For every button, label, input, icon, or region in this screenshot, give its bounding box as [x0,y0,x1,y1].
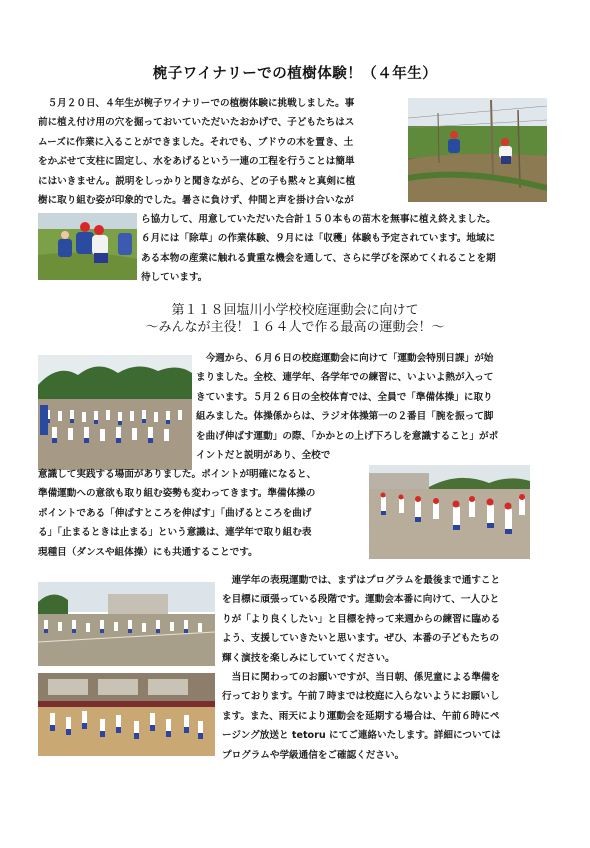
photo-vineyard-planting [408,98,547,202]
photo-stretching [38,582,215,666]
article-body-sports-c [222,571,501,765]
photo-schoolyard-exercise [38,355,192,470]
text-line: プログラムや学級通信をご確認ください。 [222,749,405,761]
photo-students-field [369,465,530,559]
photo-gym-performance [38,673,215,756]
text-line: を曲げ伸ばす運動」の際、「かかとの上げ下ろしを意識すること」がポ [196,430,499,442]
text-line: ら協力して、用意していただいた合計１５０本もの苗木を無事に植え終えました。 [141,214,496,225]
text-line: をかぶせて支柱に固定し、水をあげるという一連の工程を行うことは簡単 [38,156,355,168]
text-line: 当日に関わってのお願いですが、当日朝、係児童による準備を [222,672,501,684]
text-line: まりました。全校、連学年、各学年での練習に、いよいよ熱が入って [196,372,494,384]
text-line: きています。５月２６日の全校体育では、全員で「準備体操」に取り [196,391,493,403]
text-line: ある本物の産業に触れる貴重な機会を通して、さらに学びを深めてくれることを期 [141,252,496,264]
text-line: 現種目（ダンスや組体操）にも共通することです。 [38,546,258,558]
text-line: ムーズに作業に入ることができました。それでも、ブドウの木を置き、土 [38,136,354,148]
text-line: 樹に取り組む姿が印象的でした。暑さに負けず、仲間と声を掛け合いなが [38,195,354,207]
article-body-planting-a [38,94,355,210]
text-line: 待しています。 [141,272,208,284]
title-line-1: 第１１８回塩川小学校校庭運動会に向けて [171,303,419,318]
text-line: 輝く演技を楽しみにしていてください。 [222,652,395,664]
text-line: 意識して実践する場面がありました。ポイントが明確になると、 [38,469,317,480]
article-title-sports-day [0,302,590,336]
article-title-planting: 椀子ワイナリーでの植樹体験！（４年生） [152,66,438,82]
text-line: 準備運動への意欲も取り組む姿勢も変わってきます。準備体操の [38,488,316,500]
text-line: 組みました。体操係からは、ラジオ体操第一の２番目「腕を振って脚 [196,411,494,423]
article-body-planting-b [141,210,496,288]
photo-children-planting [38,213,137,280]
text-line: りが「より良くしたい」と目標を持って来週からの練習に臨める [222,613,501,625]
text-line: イントだと説明があり、全校で [196,450,331,462]
text-line: 前に植え付け用の穴を掘っておいていただいたおかげで、子どもたちはス [38,117,355,129]
title-line-2: ～みんなが主役！１６４人で作る最高の運動会！～ [145,320,445,335]
article-body-sports-b [38,465,316,562]
text-line: 連学年の表現運動では、まずはプログラムを最後まで通すこと [222,575,501,586]
text-line: る」「止まるときは止まる」という意識は、連学年で取り組む表 [38,527,312,539]
text-line: ６月には「除草」の作業体験、９月には「収穫」体験も予定されています。地域に [141,233,496,245]
text-line: ます。また、雨天により運動会を延期する場合は、午前６時にペ [222,710,500,722]
text-line: 行っております。午前７時までは校庭に入らないようにお願いし [222,691,500,703]
text-line: を目標に頑張っている段階です。運動会本番に向けて、一人ひと [222,594,500,606]
text-line: ポイントである「伸ばすところを伸ばす」「曲げるところを曲げ [38,507,312,519]
text-line: よう、支援していきたいと思います。ぜひ、本番の子どもたちの [222,633,500,645]
article-body-sports-a [196,349,498,465]
text-line: ５月２０日、４年生が椀子ワイナリーでの植樹体験に挑戦しました。事 [38,98,355,109]
text-line: にはいきません。説明をしっかりと聞きながら、どの子も黙々と真剣に植 [38,175,356,187]
text-line: ージング放送と tetoru にてご連絡いたします。詳細については [222,730,501,742]
text-line: 今週から、６月６日の校庭運動会に向けて「運動会特別日課」が始 [196,353,494,364]
